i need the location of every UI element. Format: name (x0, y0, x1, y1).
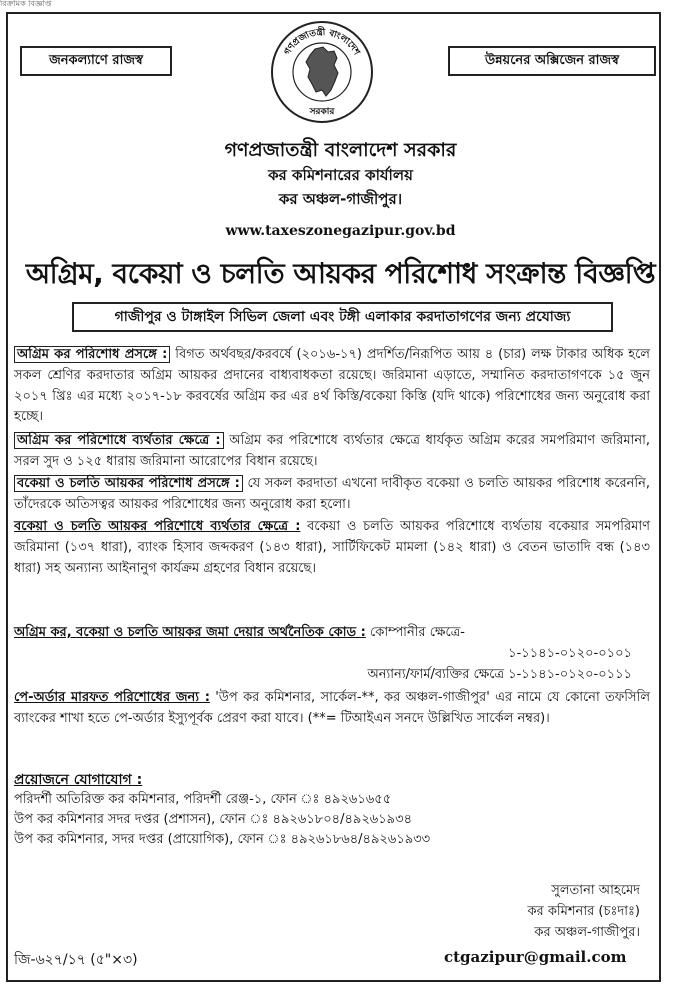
section-text: কোম্পানীর ক্ষেত্রে- (365, 625, 465, 640)
contact-title: প্রয়োজনে যোগাযোগ : (14, 772, 143, 788)
section-economic-code (14, 623, 650, 685)
section-advance-tax-failure (14, 431, 650, 473)
section-advance-tax (14, 345, 650, 428)
zone-name: কর অঞ্চল-গাজীপুর। (278, 190, 403, 208)
section-text: বিগত অর্থবছর/করবর্ষে (২০১৬-১৭) প্রদর্শিত/নিরূপিত আয় ৪ (চার) লক্ষ টাকার অধিক হলে সকল শ্রেণির করদাতার অগ্রিম আয়কর প্রদানের বাধ্যবাধকতা রয়েছে। জরিমানা এড়াতে, সম্মানিত করদাতাগণকে ১৫ জুন ২০১৭ খ্রিঃ এর মধ্যে ২০১৭-১৮ করবর্ষের অগ্রিম কর এর ৪র্থ কিস্তি/বকেয়া কিস্তি (যদি থাকে) পরিশোধের জন্য অনুরোধ করা হচ্ছে। (14, 347, 650, 425)
signatory-zone: কর অঞ্চল-গাজীপুর। (534, 925, 640, 940)
office-name: কর কমিশনারের কার্যালয় (268, 166, 413, 184)
bangladesh-map-icon (306, 47, 338, 96)
code-company: ১-১১৪১-০১২০-০১০১ (508, 645, 632, 661)
section-pay-order (14, 688, 650, 730)
section-heading: অগ্রিম কর, বকেয়া ও চলতি আয়কর জমা দেয়ার অর্থনৈতিক কোড : (14, 625, 366, 640)
section-heading: পে-অর্ডার মারফত পরিশোধের জন্য : (14, 690, 210, 705)
slogan-right: উন্নয়নের অক্সিজেন রাজস্ব (448, 46, 656, 76)
government-name: গণপ্রজাতন্ত্রী বাংলাদেশ সরকার (224, 139, 457, 161)
signatory-name: সুলতানা আহমেদ (551, 883, 640, 898)
contact-line: পরিদর্শী অতিরিক্ত কর কমিশনার, পরিদর্শী রেঞ্জ-১, ফোন ঃ ৪৯২৬১৬৫৫ (14, 792, 392, 807)
contact-line: উপ কর কমিশনার, সদর দপ্তর (প্রায়োগিক), ফোন ঃ ৪৯২৬১৮৬৪/৪৯২৬১৯৩৩ (14, 832, 431, 847)
notice-headline: অগ্রিম, বকেয়া ও চলতি আয়কর পরিশোধ সংক্রান্ত বিজ্ঞপ্তি (25, 257, 656, 290)
section-heading: অগ্রিম কর পরিশোধে ব্যর্থতার ক্ষেত্রে : (14, 432, 224, 449)
seal-ring-text: গণপ্রজাতন্ত্রী বাংলাদেশ (282, 27, 362, 58)
section-heading: অগ্রিম কর পরিশোধ প্রসঙ্গে : (14, 346, 170, 363)
website-link[interactable]: www.taxeszonegazipur.gov.bd (225, 223, 456, 239)
section-heading: বকেয়া ও চলতি আয়কর পরিশোধ প্রসঙ্গে : (14, 475, 243, 492)
email-link[interactable]: ctgazipur@gmail.com (444, 948, 627, 966)
code-others: অন্যান্য/ফার্ম/ব্যক্তির ক্ষেত্রে ১-১১৪১-০১২০-০১১১ (367, 666, 632, 682)
contact-block (14, 770, 650, 850)
section-text: অগ্রিম কর পরিশোধে ব্যর্থতার ক্ষেত্রে ধার্যকৃত অগ্রিম করের সমপরিমাণ জরিমানা, সরল সুদ ও ১২৫ ধারায় জরিমানা আরোপের বিধান রয়েছে। (14, 433, 650, 469)
notice-subheadline: গাজীপুর ও টাঙ্গাইল সিভিল জেলা এবং টঙ্গী এলাকার করদাতাগণের জন্য প্রযোজ্য (72, 302, 613, 332)
signature-block (440, 880, 640, 943)
section-text: বকেয়া ও চলতি আয়কর পরিশোধে ব্যর্থতায় বকেয়ার সমপরিমাণ জরিমানা (১৩৭ ধারা), ব্যাংক হিসাব জব্দকরণ (১৪৩ ধারা), সার্টিফিকেট মামলা (১৪২ ধারা) ও বেতন ভাতাদি বন্ধ (১৪৩ ধারা) সহ অন্যান্য আইনানুগ কার্যক্রম গ্রহণের বিধান রয়েছে। (14, 519, 650, 576)
top-strip: রিক্রমিক বিজ্ঞপ্তি (0, 0, 52, 8)
contact-line: উপ কর কমিশনার সদর দপ্তর (প্রশাসন), ফোন ঃ ৪৯২৬১৮০৪/৪৯২৬১৯৩৪ (14, 812, 413, 827)
section-text: যে সকল করদাতা এখনো দাবীকৃত বকেয়া ও চলতি আয়কর পরিশোধ করেননি, তাঁদেরকে অতিসত্বর আয়কর পরিশোধের জন্য অনুরোধ করা হলো। (14, 476, 651, 512)
section-text: 'উপ কর কমিশনার, সার্কেল-**, কর অঞ্চল-গাজীপুর' এর নামে যে কোনো তফসিলি ব্যাংকের শাখা হতে পে-অর্ডার ইস্যুপূর্বক প্রেরণ করা যাবে। (**= টিআইএন সনদে উল্লিখিত সার্কেল নম্বর)। (14, 690, 651, 726)
reference-number: জি-৬২৭/১৭ (৫"×৩) (14, 952, 138, 968)
slogan-left: জনকল্যাণে রাজস্ব (20, 46, 172, 76)
seal-bottom-text: সরকার (309, 107, 335, 117)
section-arrear-tax (14, 474, 650, 516)
signatory-designation: কর কমিশনার (চঃদাঃ) (527, 904, 640, 919)
government-seal (268, 18, 376, 126)
section-arrear-tax-failure (14, 517, 650, 579)
section-heading: বকেয়া ও চলতি আয়কর পরিশোধে ব্যর্থতার ক্ষেত্রে : (14, 519, 301, 534)
